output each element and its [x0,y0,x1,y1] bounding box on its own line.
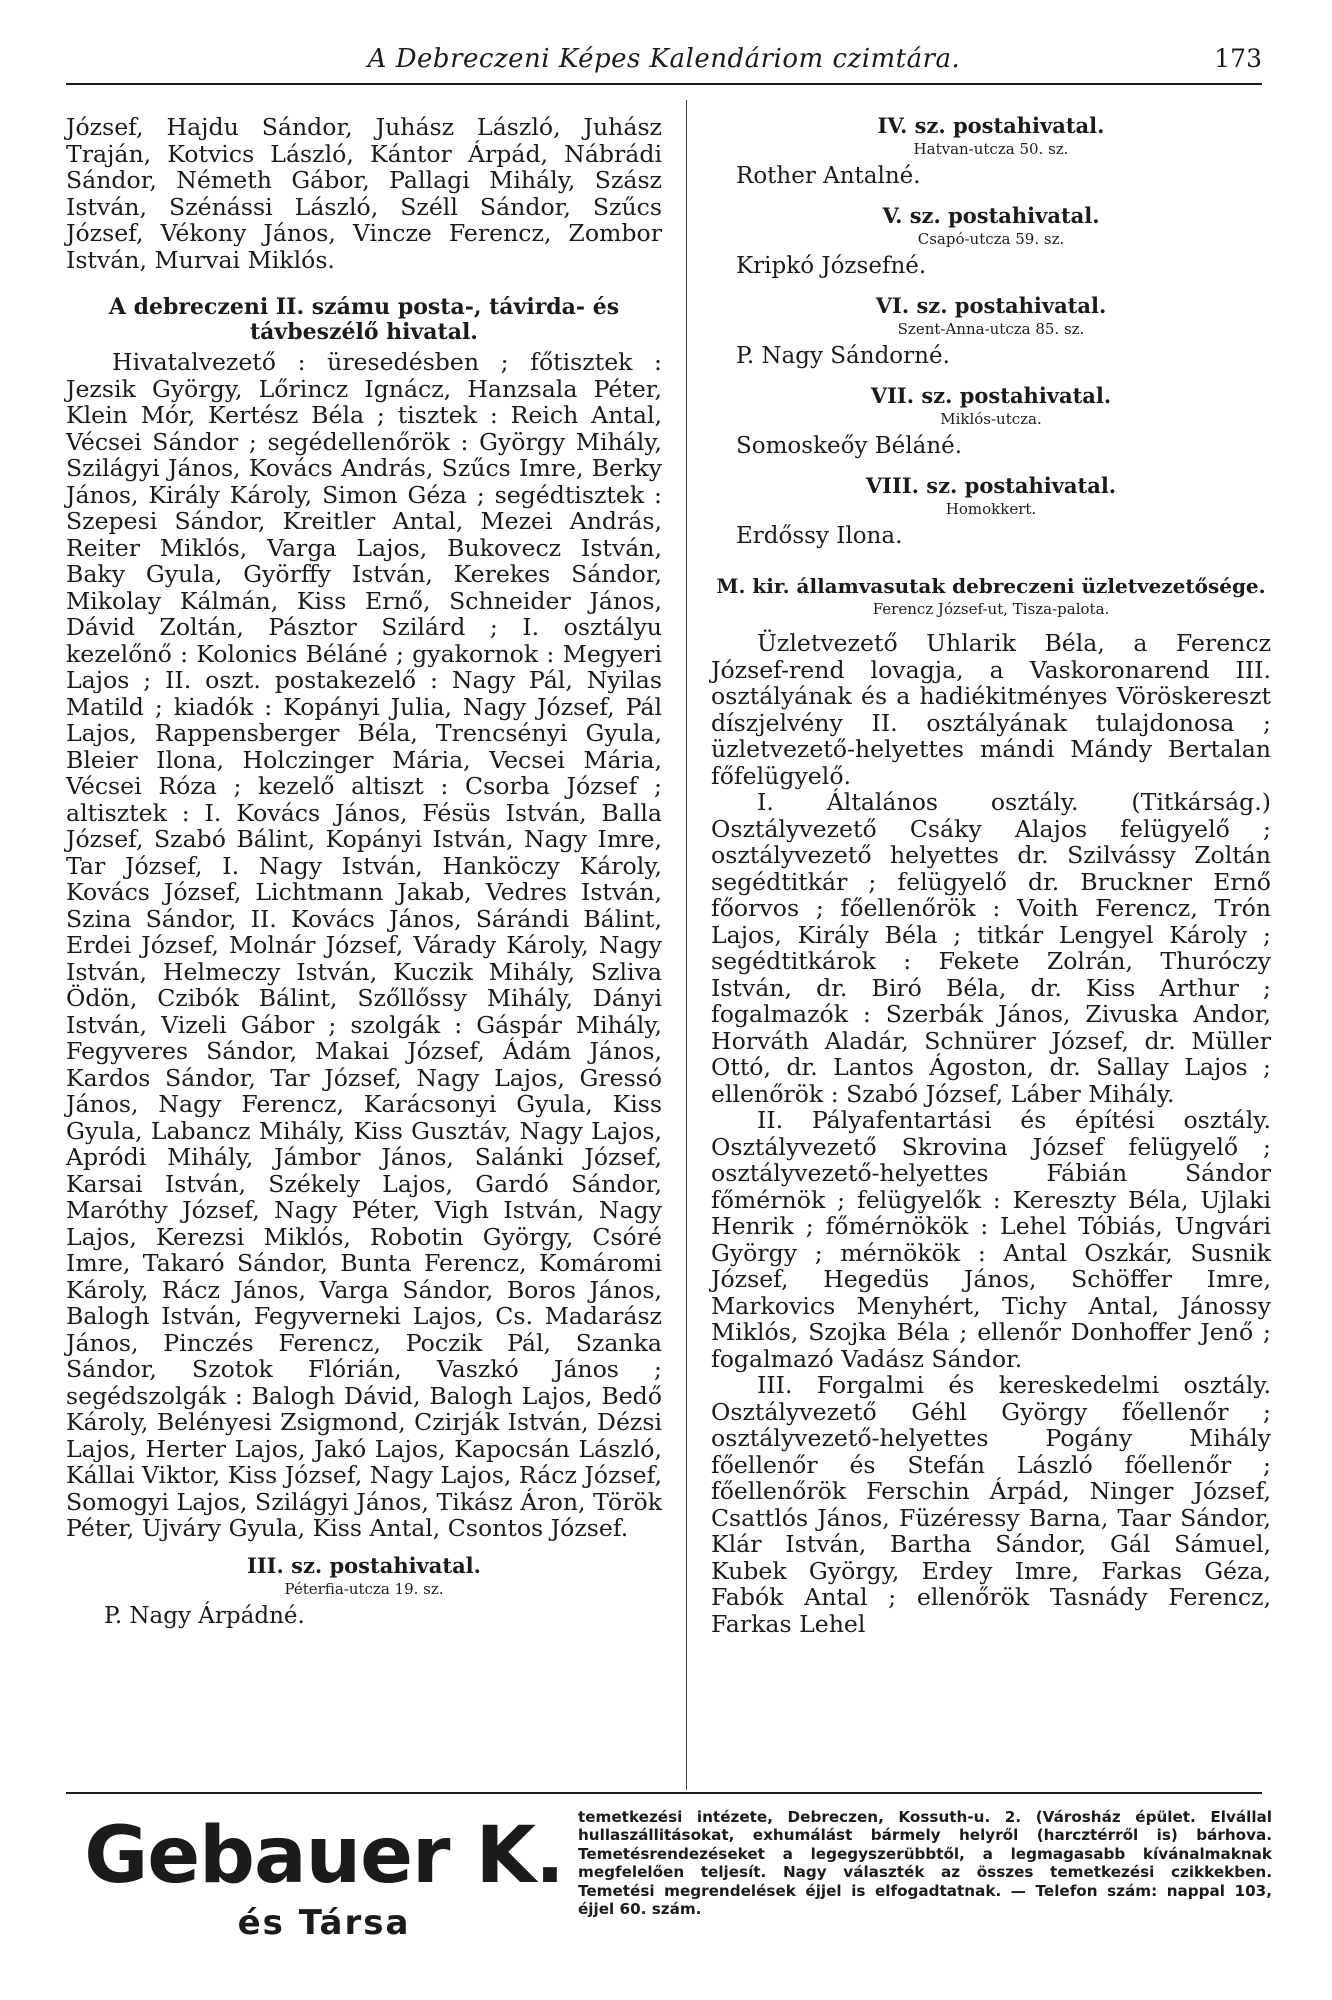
post-office-name: P. Nagy Árpádné. [104,1602,305,1629]
advertisement-brand-sub: és Társa [237,1903,411,1943]
post-office-address: Hatvan-utcza 50. sz. [913,140,1069,158]
post-office-heading: VIII. sz. postahivatal. [865,473,1117,498]
post-office-name: Rother Antalné. [736,163,921,189]
railway-paragraph: III. Forgalmi és kereskedelmi osztály. Osztályvezető Géhl György főellenőr ; osztályvezető-helyettes Pogány Mihály főellenőr és Stefán László főellenőr ; főellenőrök Ferschin Árpád, Ninger József, Csattlós János, Füzéressy Barna, Taar Sándor, Klár István, Bartha Sándor, Gál Sámuel, Kubek György, Erdey Imre, Farkas Géza, Fabók Antal ; ellenőrök Tasnády Ferencz, Farkas Lehel [711,1371,1271,1638]
railway-paragraph: I. Általános osztály. (Titkárság.) Osztályvezető Csáky Alajos felügyelő ; osztályvezető helyettes dr. Szilvássy Zoltán segédtitkár ; felügyelő dr. Bruckner Ernő főorvos ; főellenőrök : Voith Ferencz, Trón Lajos, Király Béla ; titkár Lengyel Károly ; segédtitkárok : Fekete Zolrán, Thuróczy István, dr. Biró Béla, dr. Kiss Arthur ; fogalmazók : Szerbák János, Zivuska Andor, Horváth Aladár, Schnürer József, dr. Müller Ottó, dr. Lantos Ágoston, dr. Sallay Lajos ; ellenőrök : Szabó József, Láber Mihály. [711,788,1271,1108]
railway-paragraph: II. Pályafentartási és építési osztály. Osztályvezető Skrovina József felügyelő ; osztályvezető-helyettes Fábián Sándor főmérnök ; felügyelők : Kereszty Béla, Ujlaki Henrik ; főmérnökök : Lehel Tóbiás, Ungvári György ; mérnökök : Antal Oszkár, Susnik József, Hegedüs János, Schöffer Imre, Markovics Menyhért, Tichy Antal, Jánossy Miklós, Szojka Béla ; ellenőr Donhoffer Jenő ; fogalmazó Vadász Sándor. [711,1106,1271,1373]
railway-section [711,574,1271,1637]
post-office-address: Csapó-utcza 59. sz. [917,230,1065,248]
right-column [711,114,1271,1637]
running-title: A Debreczeni Képes Kalendáriom czimtára. [367,44,961,74]
post-office-heading: III. sz. postahivatal. [247,1552,481,1578]
post-office-4 [711,114,1271,190]
post-office-6 [711,294,1271,370]
post-office-name: Somoskeőy Béláné. [736,433,963,459]
advertisement-text: temetkezési intézete, Debreczen, Kossuth-u. 2. (Városház épület. Elvállal hullaszállitásokat, exhumálást bármely helyről (harcztérről is) bárhova. Temetésrendezéseket a legegyszerübbtől, a legmagasabb kívánalmaknak megfelelően teljesít. Nagy választék az összes temetkezési czikkekben. Temetési megrendelések éjjel is elfogadtatnak. — Telefon szám: nappal 103, éjjel 60. szám. [578,1808,1272,1919]
intro-paragraph: József, Hajdu Sándor, Juhász László, Juhász Traján, Kotvics László, Kántor Árpád, Nábrádi Sándor, Németh Gábor, Pallagi Mihály, Szász István, Szénássi László, Széll Sándor, Szűcs József, Vékony János, Vincze Ferencz, Zombor István, Murvai Miklós. [66,113,662,274]
running-header [66,44,1262,78]
page-number: 173 [1214,44,1262,73]
railway-paragraph: Üzletvezető Uhlarik Béla, a Ferencz József-rend lovagja, a Vaskoronarend III. osztályának és a hadiékitményes Vöröskereszt díszjelvény II. osztályának tulajdonosa ; üzletvezető-helyettes mándi Mándy Bertalan főfelügyelő. [711,629,1271,790]
post-office-heading: IV. sz. postahivatal. [877,113,1105,138]
post-office-8 [711,474,1271,550]
section-body: Hivatalvezető : üresedésben ; főtisztek : Jezsik György, Lőrincz Ignácz, Hanzsala Péter, Klein Mór, Kertész Béla ; tisztek : Reich Antal, Vécsei Sándor ; segédellenőrök : György Mihály, Szilágyi János, Kovács András, Szűcs Imre, Berky János, Király Károly, Simon Géza ; segédtisztek : Szepesi Sándor, Kreitler Antal, Mezei András, Reiter Miklós, Varga Lajos, Bukovecz István, Baky Gyula, Györffy István, Kerekes Sándor, Mikolay Kálmán, Kiss Ernő, Schneider János, Dávid Zoltán, Pásztor Szilárd ; I. osztályu kezelőnő : Kolonics Béláné ; gyakornok : Megyeri Lajos ; II. oszt. postakezelő : Nagy Pál, Nyilas Matild ; kiadók : Kopányi Julia, Nagy József, Pál Lajos, Rappensberger Béla, Trencsényi Gyula, Bleier Ilona, Holczinger Mária, Vecsei Mária, Vécsei Róza ; kezelő altiszt : Csorba József ; altisztek : I. Kovács János, Fésüs István, Balla József, Szabó Bálint, Kopányi István, Nagy Imre, Tar József, I. Nagy István, Hanköczy Károly, Kovács József, Lichtmann Jakab, Vedres István, Szina Sándor, II. Kovács János, Sárándi Bálint, Erdei József, Molnár József, Várady Károly, Nagy István, Helmeczy István, Kuczik Mihály, Szliva Ödön, Czibók Bálint, Szőllőssy Mihály, Dányi István, Vizeli Gábor ; szolgák : Gáspár Mihály, Fegyveres Sándor, Makai József, Ádám János, Kardos Sándor, Tar József, Nagy Lajos, Gressó János, Nagy Ferencz, Karácsonyi Gyula, Kiss Gyula, Labancz Mihály, Kiss Gusztáv, Nagy Lajos, Apródi Mihály, Jámbor János, Salánki József, Karsai István, Székely Lajos, Gardó Sándor, Maróthy József, Nagy Péter, Vigh István, Nagy Lajos, Kerezsi Miklós, Robotin György, Csóré Imre, Takaró Sándor, Bunta Ferencz, Komáromi Károly, Rácz János, Varga Sándor, Boros János, Balogh István, Fegyverneki Lajos, Cs. Madarász János, Pinczés Ferencz, Poczik Pál, Szanka Sándor, Szotok Flórián, Vaszkó János ; segédszolgák : Balogh Dávid, Balogh Lajos, Bedő Károly, Belényesi Zsigmond, Czirják István, Dézsi Lajos, Herter Lajos, Jakó Lajos, Kapocsán László, Kállai Viktor, Kiss József, Nagy Lajos, Rácz József, Somogyi Lajos, Szilágyi János, Tikász Áron, Török Péter, Ujváry Gyula, Kiss Antal, Csontos József. [66,348,662,1542]
post-office-name: P. Nagy Sándorné. [736,343,950,369]
post-office-7 [711,384,1271,460]
post-office-address: Homokkert. [945,500,1037,518]
post-office-heading: VII. sz. postahivatal. [870,383,1112,408]
railway-heading: M. kir. államvasutak debreczeni üzletvezetősége. [716,574,1266,598]
left-column [66,114,662,1630]
advertisement-brand: Gebauer K. [84,1811,564,1901]
post-office-5 [711,204,1271,280]
post-office-2-section [66,295,662,345]
railway-address: Ferencz József-ut, Tisza-palota. [872,600,1110,618]
section-heading: A debreczeni II. számu posta-, távirda- és távbeszélő hivatal. [108,294,620,345]
post-office-name: Kripkó Józsefné. [736,253,927,279]
post-office-address: Miklós-utcza. [940,410,1042,428]
post-office-heading: VI. sz. postahivatal. [875,293,1107,318]
post-office-address: Péterfia-utcza 19. sz. [284,1579,444,1598]
post-office-heading: V. sz. postahivatal. [882,203,1100,228]
header-rule [66,83,1262,85]
advertisement-rule [66,1792,1262,1794]
post-office-address: Szent-Anna-utcza 85. sz. [897,320,1085,338]
post-office-name: Erdőssy Ilona. [736,523,903,549]
column-divider [686,100,687,1790]
post-office-3 [66,1554,662,1630]
